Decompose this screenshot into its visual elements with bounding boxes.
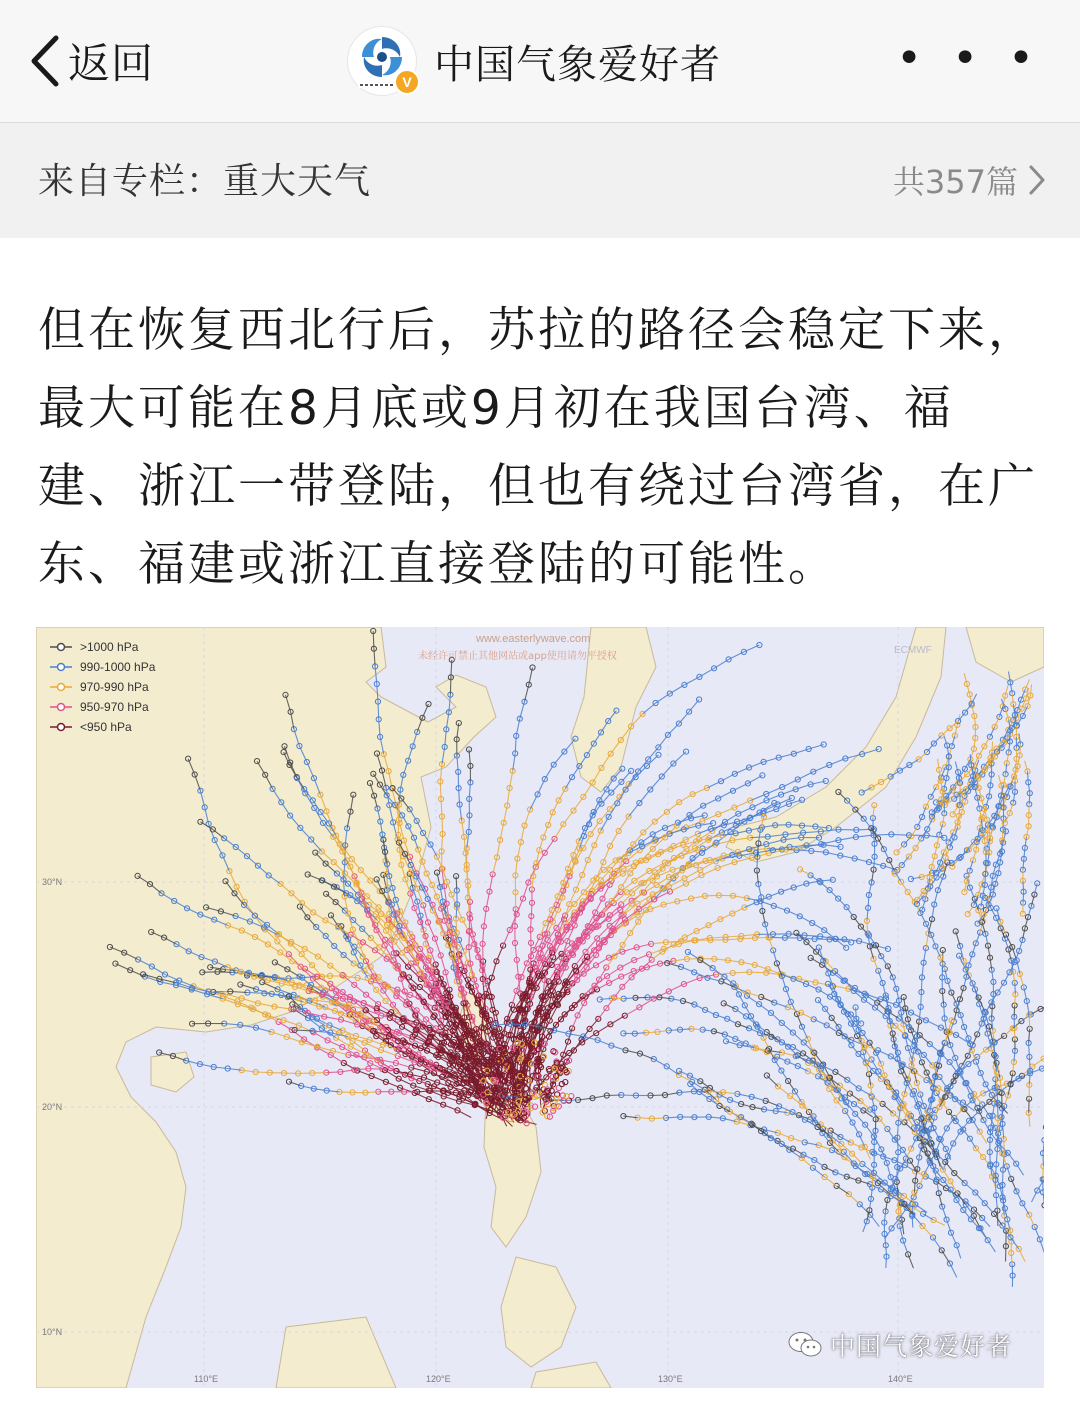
legend-item [50,657,155,677]
credit-label: 中国气象爱好者 [830,1332,1013,1361]
legend-item [50,637,155,657]
back-button[interactable] [28,30,154,92]
column-prefix: 来自专栏： [38,161,224,202]
column-bar[interactable] [0,123,1080,238]
column-name: 重大天气 [223,161,372,202]
model-label: ECMWF [894,645,932,656]
lat-label-10: 10°N [42,1327,63,1337]
legend-label: <950 hPa [80,720,132,734]
chevron-right-icon [1028,164,1046,196]
lon-label-110: 110°E [194,1374,218,1384]
account-avatar[interactable] [348,27,416,95]
legend-label: 990-1000 hPa [80,660,156,674]
legend-marker-icon [50,702,72,712]
legend-label: 950-970 hPa [80,700,149,714]
legend-marker-icon [50,662,72,672]
wechat-credit [788,1327,1012,1363]
top-nav-bar [0,0,1080,123]
lon-label-140: 140°E [888,1374,913,1384]
typhoon-track-map[interactable] [36,627,1044,1388]
article-paragraph: 但在恢复西北行后，苏拉的路径会稳定下来，最大可能在8月底或9月初在我国台湾、福建、浙江一带登陆，但也有绕过台湾省，在广东、福建或浙江直接登陆的可能性。 [38,303,1038,592]
legend-marker-icon [50,722,72,732]
verified-badge-icon: V [394,69,420,95]
lon-label-120: 120°E [426,1374,451,1384]
account-header[interactable] [348,27,721,95]
account-name: 中国气象爱好者 [434,41,721,88]
notice-watermark: 未经许可禁止其他网站或app使用请勿平授权 [418,651,617,662]
wechat-icon [788,1331,822,1359]
legend-label: 970-990 hPa [80,680,149,694]
chevron-left-icon [28,34,62,88]
column-count: 共357篇 [892,163,1018,201]
site-watermark: www.easterlywave.com [476,633,591,645]
legend-marker-icon [50,682,72,692]
legend-item [50,697,155,717]
legend-label: >1000 hPa [80,640,139,654]
column-count-link[interactable] [893,157,1046,203]
ensemble-track-map [36,627,1044,1388]
legend-marker-icon [50,642,72,652]
more-icon: • • • [896,33,1042,84]
lat-label-20: 20°N [42,1102,63,1112]
map-legend [50,637,155,737]
more-options-button[interactable] [896,33,1042,84]
lon-label-130: 130°E [658,1374,683,1384]
legend-item [50,677,155,697]
legend-item [50,717,155,737]
column-title [38,153,371,204]
lat-label-30: 30°N [42,877,63,887]
back-label: 返回 [68,39,155,88]
